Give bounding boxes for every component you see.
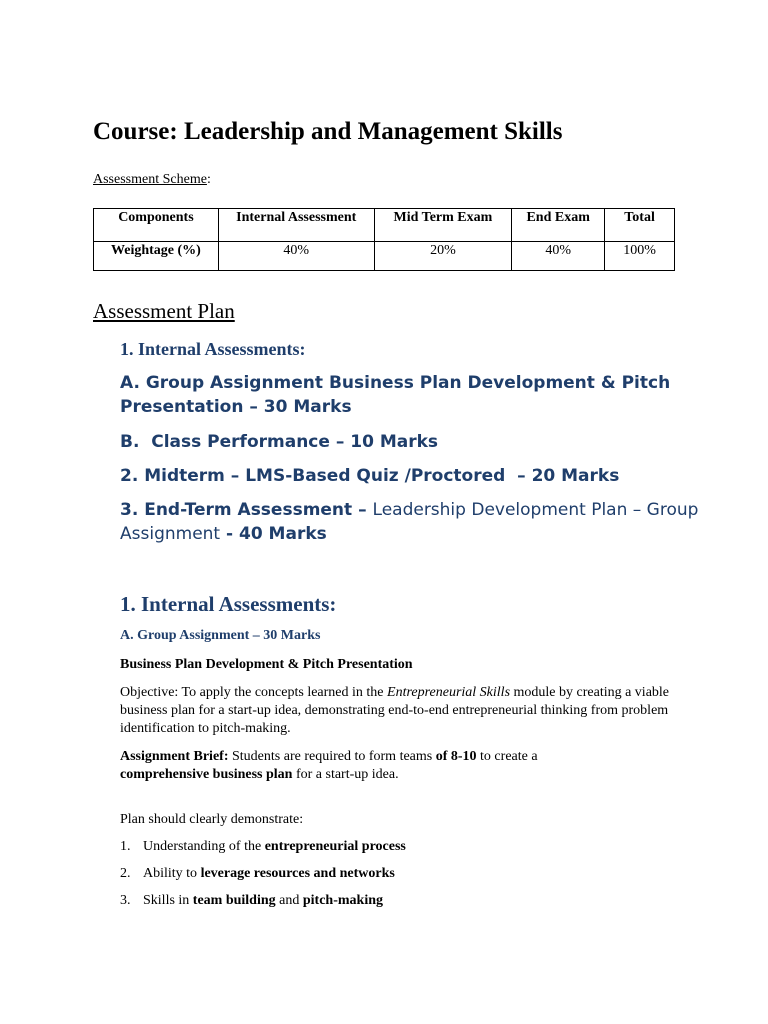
list-item-emphasis: team building (192, 893, 276, 908)
brief-text-1: Students are required to form teams (228, 749, 436, 764)
list-item-text-mid: and (275, 893, 303, 908)
plan-item-end-term (120, 498, 720, 546)
list-number: 3. (120, 893, 131, 908)
group-assignment-subheading: A. Group Assignment – 30 Marks (120, 628, 321, 643)
assessment-plan-heading: Assessment Plan (93, 299, 235, 323)
table-header-cell: Total (605, 209, 675, 242)
end-term-description: Leadership Development Plan – Group Assignment (120, 500, 699, 544)
plan-item-internal: 1. Internal Assessments: (120, 339, 306, 359)
plan-item-class-performance: B. Class Performance – 10 Marks (120, 432, 439, 452)
table-header-cell: End Exam (512, 209, 605, 242)
table-cell: 40% (512, 242, 605, 271)
table-header-row (94, 209, 675, 242)
objective-text-start: Objective: To apply the concepts learned in the (120, 685, 388, 700)
list-item-text: Ability to (143, 866, 201, 881)
table-header-cell: Internal Assessment (218, 209, 374, 242)
list-item-text: Understanding of the (143, 839, 265, 854)
brief-label: Assignment Brief: (120, 749, 229, 764)
objective-module-name: Entrepreneurial Skills (387, 685, 511, 700)
list-number: 2. (120, 866, 131, 881)
table-cell: 100% (605, 242, 675, 271)
list-item (120, 865, 395, 883)
business-plan-subtitle: Business Plan Development & Pitch Presentation (120, 657, 413, 672)
table-header-cell: Mid Term Exam (374, 209, 512, 242)
table-header-cell: Components (94, 209, 219, 242)
list-item-emphasis: entrepreneurial process (264, 839, 406, 854)
list-item (120, 838, 406, 856)
assessment-scheme-label (93, 172, 211, 188)
end-term-marks: - 40 Marks (220, 524, 327, 544)
list-item-emphasis: leverage resources and networks (200, 866, 395, 881)
list-item-emphasis-2: pitch-making (302, 893, 383, 908)
brief-text-2: to create a (476, 749, 538, 764)
assessment-scheme-text: Assessment Scheme (93, 172, 207, 187)
list-number: 1. (120, 839, 131, 854)
objective-text-end: module by creating a viable business plan for a start-up idea, demonstrating end-to-end entrepreneurial thinking from problem identification to pitch-making. (120, 685, 670, 736)
section-heading-internal: 1. Internal Assessments: (120, 592, 337, 616)
list-item (120, 892, 383, 910)
objective-paragraph (120, 684, 680, 738)
end-term-label: 3. End-Term Assessment – (120, 500, 373, 520)
plan-intro-text: Plan should clearly demonstrate: (120, 812, 304, 827)
table-cell: 20% (374, 242, 512, 271)
assessment-scheme-table (93, 208, 675, 271)
assessment-scheme-colon: : (206, 172, 211, 187)
table-row-label: Weightage (%) (94, 242, 219, 271)
brief-plan-type: comprehensive business plan (120, 767, 293, 782)
plan-item-midterm: 2. Midterm – LMS-Based Quiz /Proctored – 20 Marks (120, 466, 620, 486)
assignment-brief-paragraph (120, 748, 610, 784)
brief-text-3: for a start-up idea. (292, 767, 399, 782)
list-item-text: Skills in (143, 893, 193, 908)
table-row (94, 242, 675, 271)
plan-item-group-assignment: A. Group Assignment Business Plan Development & Pitch Presentation – 30 Marks (120, 373, 671, 417)
table-cell: 40% (218, 242, 374, 271)
course-title: Course: Leadership and Management Skills (93, 118, 563, 145)
brief-team-size: of 8-10 (435, 749, 477, 764)
